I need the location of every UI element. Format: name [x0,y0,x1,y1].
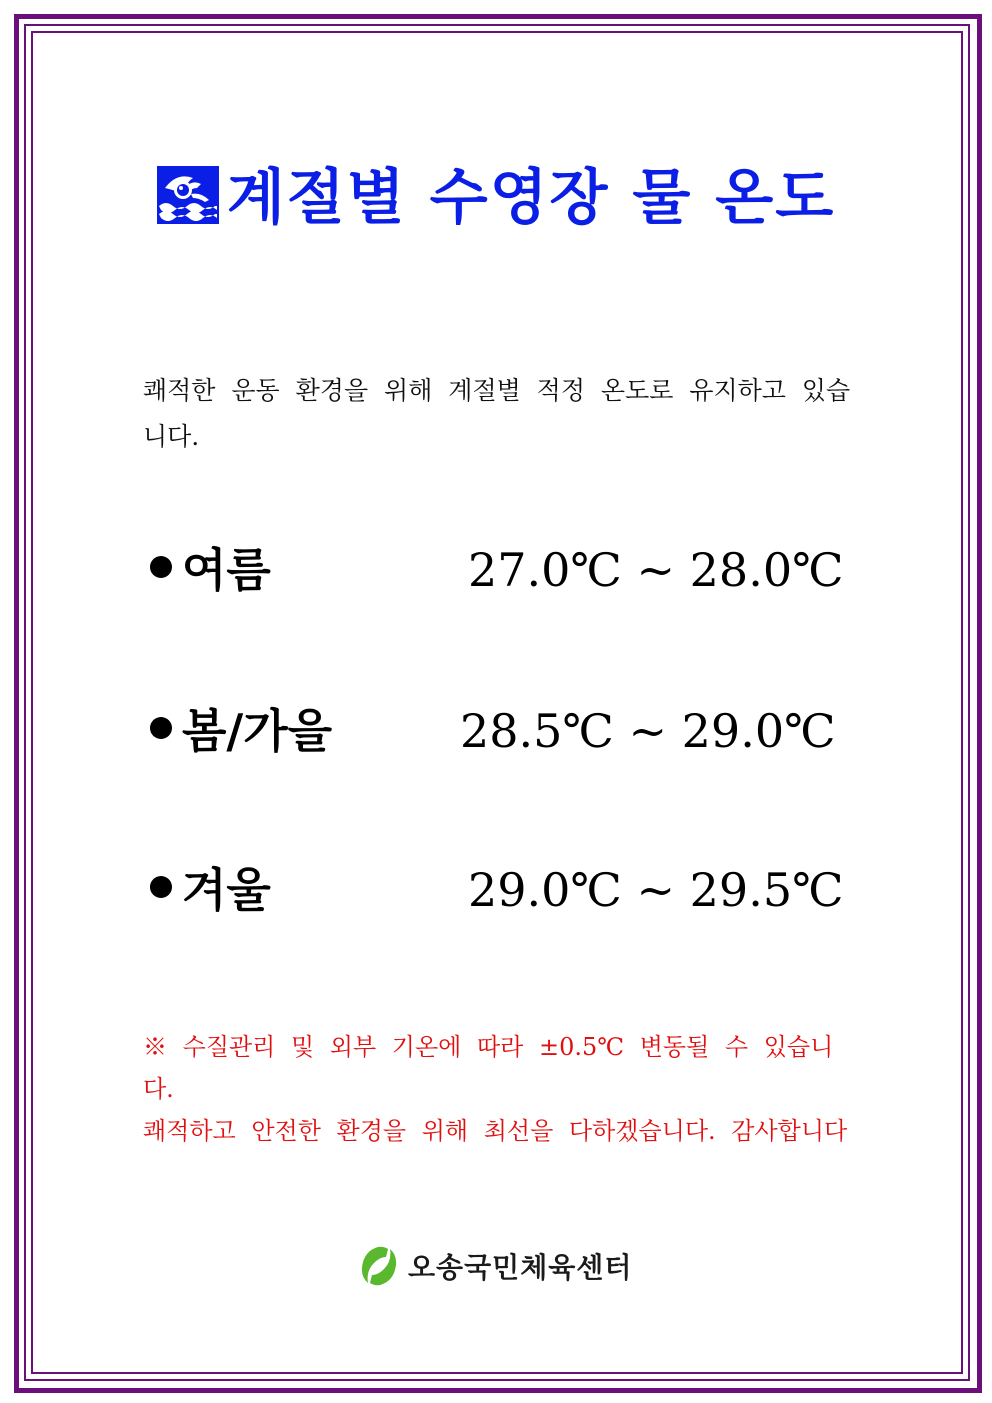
season-name: 봄/가을 [182,704,333,758]
bullet-icon [150,876,172,898]
season-row-spring-autumn [150,696,870,766]
bullet-icon [150,556,172,578]
title-text: 계절별 수영장 물 온도 [226,163,836,233]
swimmer-icon [157,164,219,222]
organization-logo [358,1245,632,1289]
season-row-winter [150,855,870,925]
notice-text [143,1026,863,1152]
leaf-logo-icon [358,1245,400,1287]
organization-name: 오송국민체육센터 [408,1251,633,1284]
season-name: 여름 [182,543,271,597]
season-row-summer [150,535,870,605]
page-title [0,158,992,238]
notice-line-1: ※ 수질관리 및 외부 기온에 따라 ±0.5℃ 변동될 수 있습니다. [143,1033,834,1103]
temperature-range: 29.0℃ ~ 29.5℃ [468,863,844,917]
temperature-range: 28.5℃ ~ 29.0℃ [460,704,836,758]
notice-line-2: 쾌적하고 안전한 환경을 위해 최선을 다하겠습니다. 감사합니다 [143,1117,848,1145]
temperature-range: 27.0℃ ~ 28.0℃ [468,543,844,597]
intro-paragraph: 쾌적한 운동 환경을 위해 계절별 적정 온도로 유지하고 있습니다. [143,376,851,451]
bullet-icon [150,717,172,739]
season-name: 겨울 [182,863,271,917]
